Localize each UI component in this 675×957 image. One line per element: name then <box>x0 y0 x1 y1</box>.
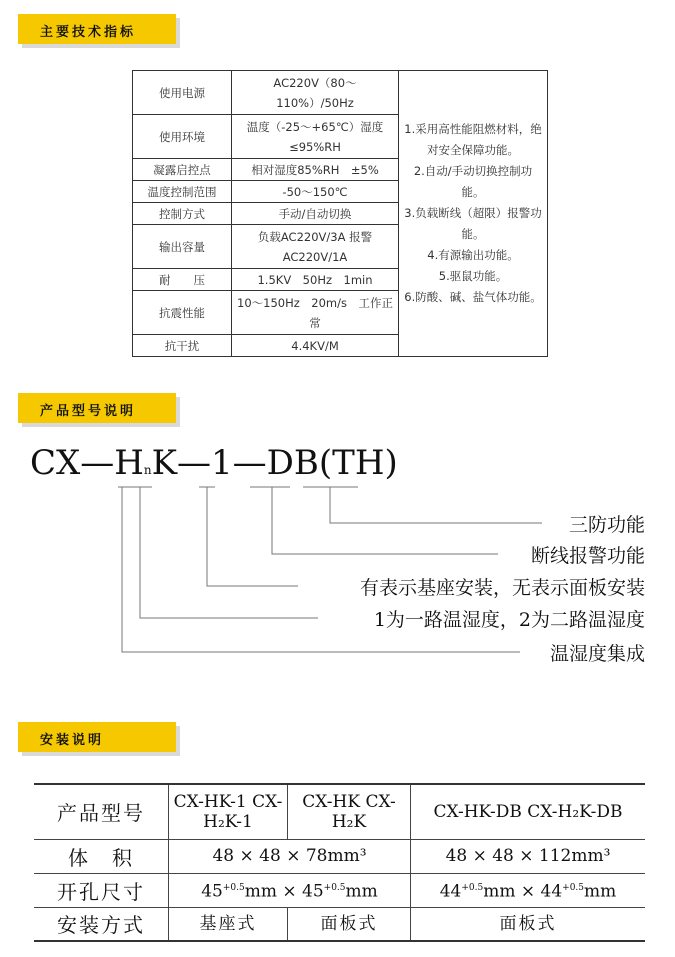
legend-item: 三防功能 <box>568 514 645 536</box>
install-label: 开孔尺寸 <box>34 873 169 907</box>
install-label: 安装方式 <box>34 907 169 941</box>
spec-value: 1.5KV 50Hz 1min <box>232 269 399 291</box>
install-model: CX-HK-1 CX-H₂K-1 <box>169 784 288 839</box>
spec-name: 凝露启控点 <box>133 159 232 181</box>
install-mount: 面板式 <box>288 907 411 941</box>
section-title: 产品型号说明 <box>40 404 137 419</box>
spec-name: 使用环境 <box>133 115 232 159</box>
legend-item: 断线报警功能 <box>530 545 645 567</box>
model-code-part: CX—H <box>30 443 144 483</box>
spec-value: AC220V（80～110%）/50Hz <box>232 71 399 115</box>
spec-name: 控制方式 <box>133 203 232 225</box>
legend-item: 温湿度集成 <box>549 643 645 665</box>
spec-value: 4.4KV/M <box>232 335 399 357</box>
install-hole: $45^{+0.5}mm \times 45^{+0.5}mm$ <box>169 873 411 907</box>
feature-item: 2.自动/手动切换控制功能。 <box>413 164 533 199</box>
spec-name: 温度控制范围 <box>133 181 232 203</box>
spec-value: 手动/自动切换 <box>232 203 399 225</box>
model-code-part: K—1—DB(TH) <box>151 443 398 483</box>
install-table <box>34 783 645 942</box>
install-volume: 48 × 48 × 112mm³ <box>411 839 646 873</box>
legend-item: 有表示基座安装，无表示面板安装 <box>359 577 645 599</box>
section-title: 主要技术指标 <box>40 25 137 40</box>
spec-value: 负载AC220V/3A 报警AC220V/1A <box>232 225 399 269</box>
spec-value: 温度（-25～+65℃）湿度≤95%RH <box>232 115 399 159</box>
feature-item: 4.有源输出功能。 <box>427 248 519 262</box>
install-hole: $44^{+0.5}mm \times 44^{+0.5}mm$ <box>411 873 646 907</box>
spec-name: 抗干扰 <box>133 335 232 357</box>
spec-value: 相对湿度85%RH ±5% <box>232 159 399 181</box>
spec-value: 10～150Hz 20m/s 工作正常 <box>232 291 399 335</box>
section-title: 安装说明 <box>40 733 105 748</box>
feature-item: 3.负载断线（超限）报警功能。 <box>404 206 542 241</box>
install-label: 产品型号 <box>34 784 169 839</box>
legend-item: 1为一路温湿度，2为二路温湿度 <box>373 609 645 631</box>
model-code-sub: n <box>143 463 152 477</box>
feature-item: 5.驱鼠功能。 <box>438 269 508 283</box>
spec-name: 使用电源 <box>133 71 232 115</box>
feature-item: 1.采用高性能阻燃材料，绝对安全保障功能。 <box>404 122 542 157</box>
install-mount: 面板式 <box>411 907 646 941</box>
section-badge-install <box>18 722 176 752</box>
install-mount: 基座式 <box>169 907 288 941</box>
install-volume: 48 × 48 × 78mm³ <box>169 839 411 873</box>
spec-value: -50～150℃ <box>232 181 399 203</box>
feature-item: 6.防酸、碱、盐气体功能。 <box>404 290 542 304</box>
install-label: 体 积 <box>34 839 169 873</box>
spec-name: 抗震性能 <box>133 291 232 335</box>
install-model: CX-HK CX-H₂K <box>288 784 411 839</box>
spec-name: 输出容量 <box>133 225 232 269</box>
install-model: CX-HK-DB CX-H₂K-DB <box>411 784 646 839</box>
spec-name: 耐 压 <box>133 269 232 291</box>
